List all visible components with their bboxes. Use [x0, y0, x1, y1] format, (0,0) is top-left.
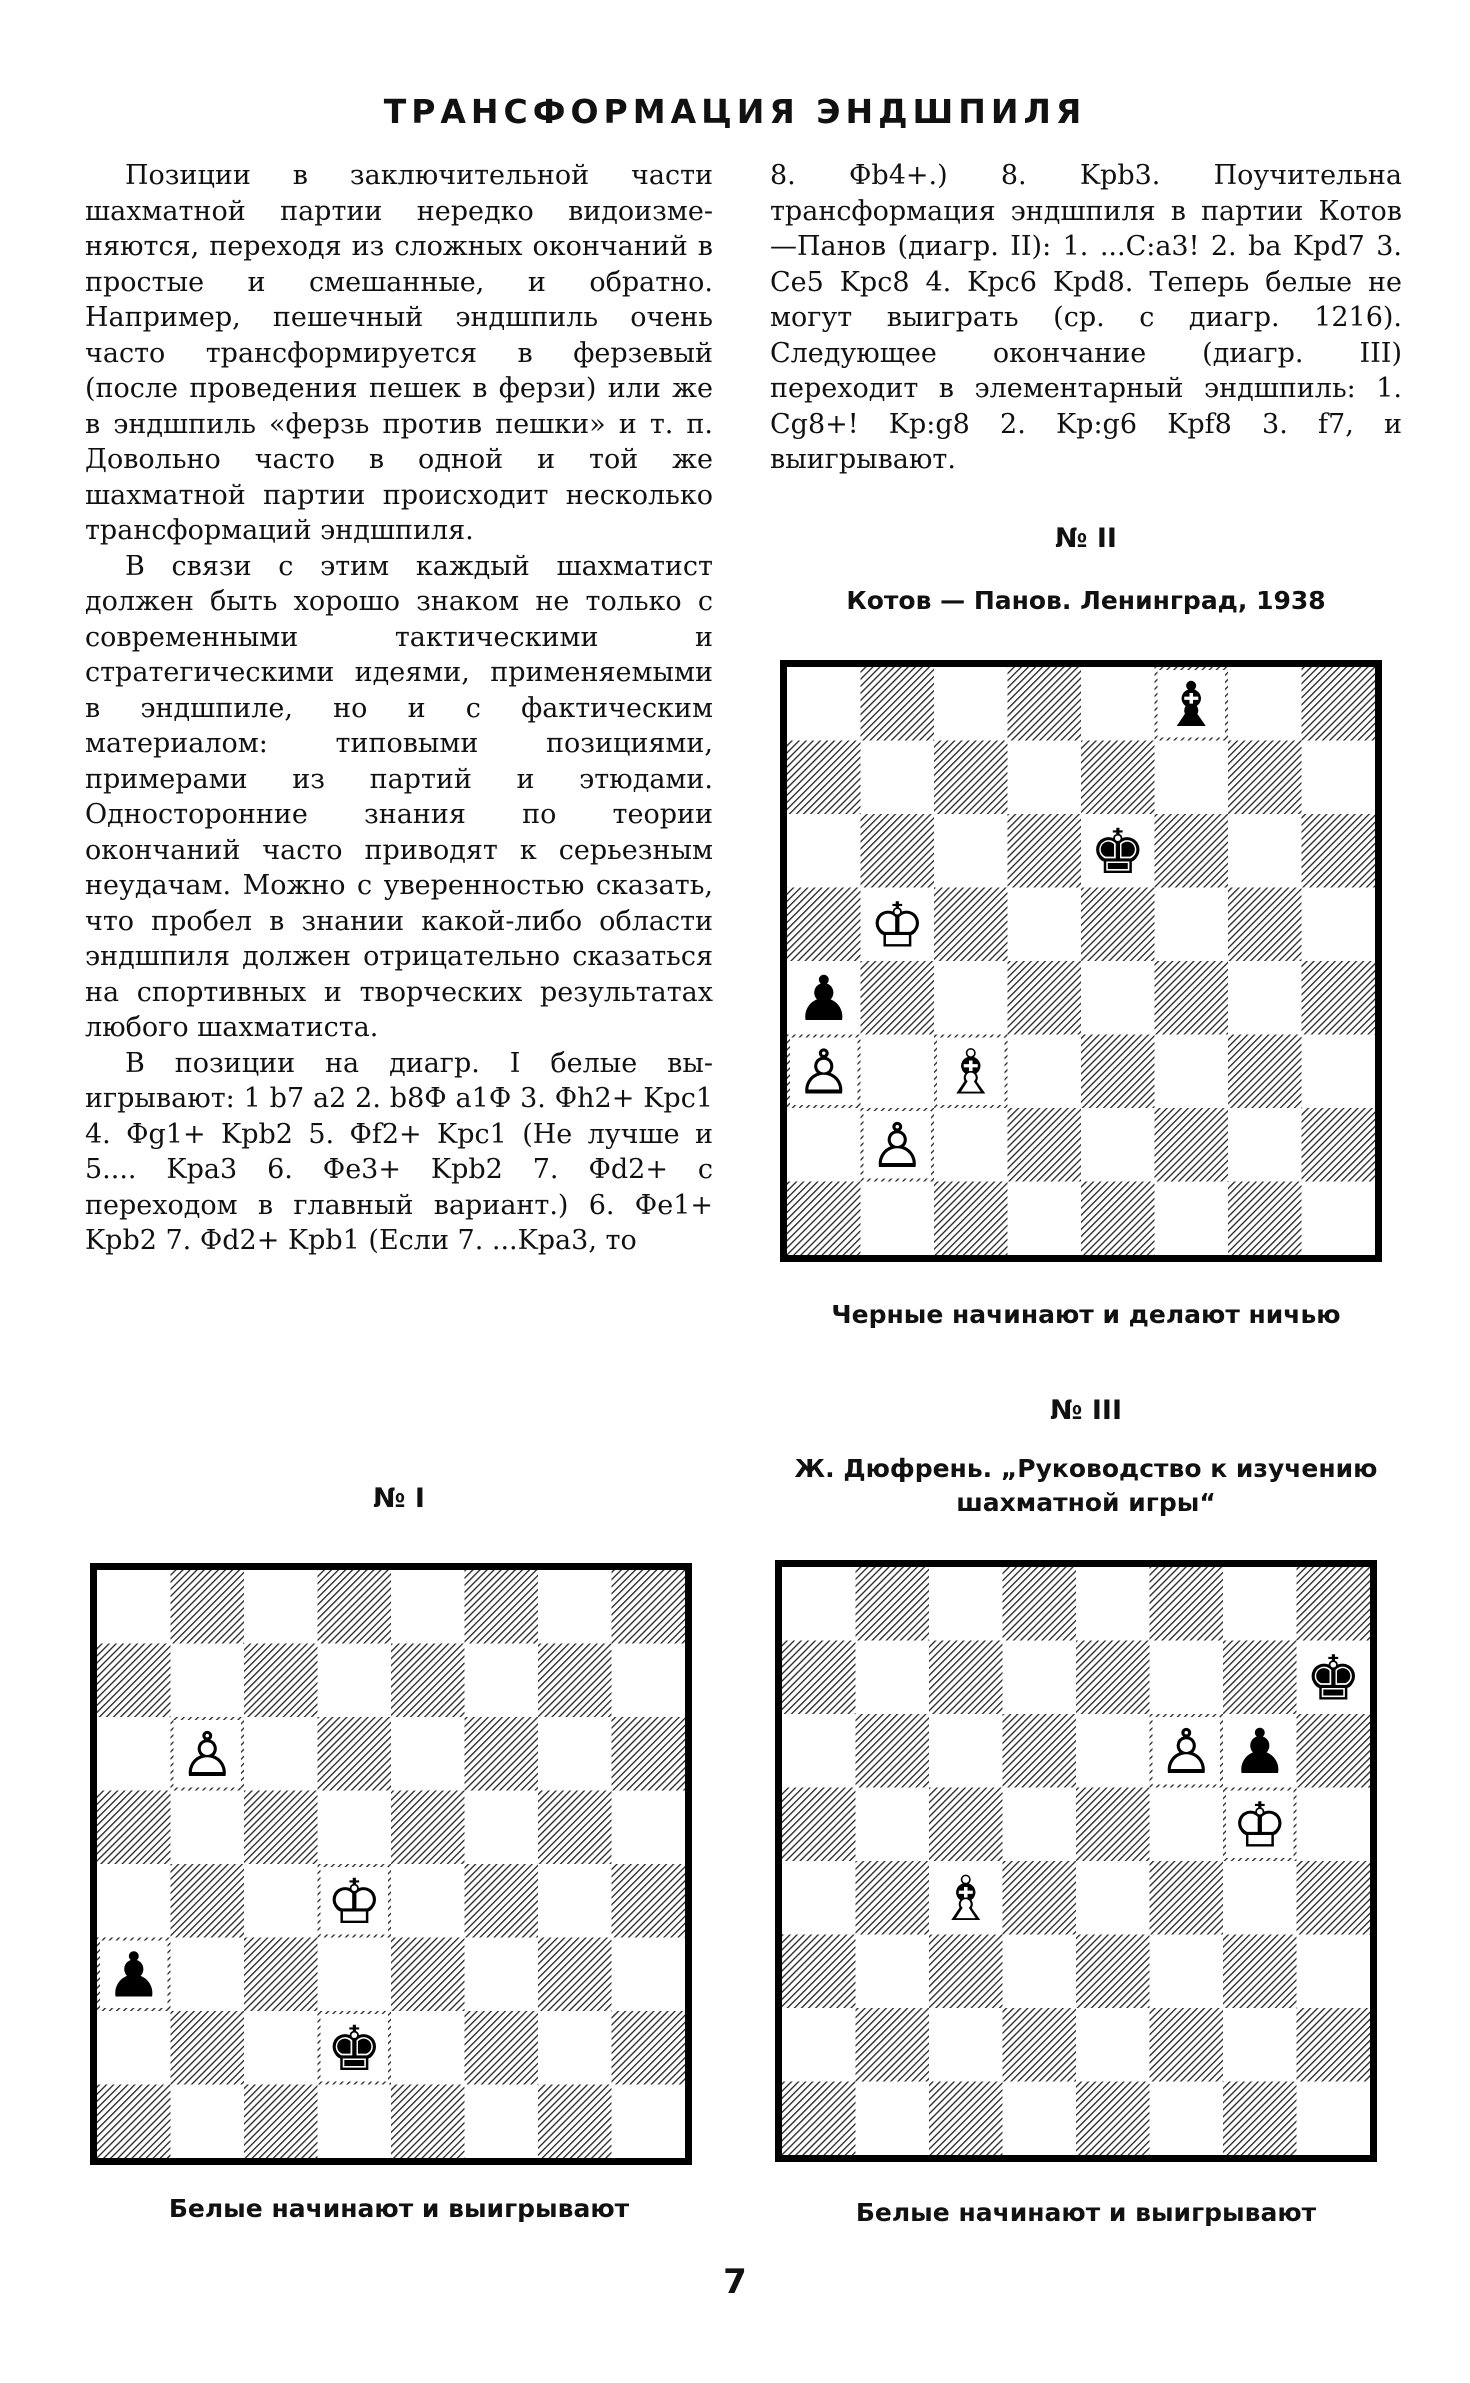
board-square — [318, 1644, 392, 1718]
board-square — [856, 2082, 930, 2156]
board-square — [1076, 1641, 1150, 1715]
board-square — [1081, 1035, 1155, 1109]
black-piece-icon: ♟ — [1231, 1714, 1288, 1788]
board-square — [1008, 1035, 1082, 1109]
board-square — [787, 814, 861, 888]
board-square — [97, 1717, 171, 1791]
board-square — [782, 2008, 856, 2082]
board-square — [929, 1935, 1003, 2009]
white-piece-icon: ♙ — [795, 1035, 852, 1109]
board-square — [612, 1864, 686, 1938]
board-square — [171, 2011, 245, 2085]
board-square — [861, 741, 935, 815]
board-square — [1150, 1861, 1224, 1935]
paragraph: Позиции в заключительной части шахматной партии нередко видоизменяются, переходя из сложных окончаний в простые и смешанные, и обратно. Например, пешечный эндшпиль очень часто трансформируется в ферзевый (после проведения пешек в ферзи) или же в эндшпиль «ферзь против пешки» и т. п. Довольно часто в одной и той же шахматной партии происходит несколько трансформаций эндшпиля. — [85, 160, 713, 546]
board-square — [465, 1791, 539, 1865]
board-square — [1302, 961, 1376, 1035]
board-square — [787, 888, 861, 962]
white-piece-icon: ♗ — [942, 1035, 999, 1109]
board-square — [465, 1938, 539, 2012]
board-square — [1155, 741, 1229, 815]
board-square — [1076, 2008, 1150, 2082]
black-piece-icon: ♝ — [1163, 667, 1220, 741]
diagram-iii-caption: Белые начинают и выигрывают — [855, 2198, 1317, 2227]
diagram-ii-caption: Черные начинают и делают ничью — [831, 1300, 1341, 1329]
board-square — [171, 1644, 245, 1718]
board-square — [538, 2011, 612, 2085]
board-square — [1150, 2082, 1224, 2156]
board-square — [1003, 1567, 1077, 1641]
board-square — [1302, 667, 1376, 741]
board-square — [934, 741, 1008, 815]
black-piece-icon: ♚ — [1305, 1641, 1362, 1715]
board-square — [861, 814, 935, 888]
black-piece-icon: ♚ — [326, 2011, 383, 2085]
board-square — [1297, 1861, 1371, 1935]
board-square — [97, 2085, 171, 2159]
board-square — [856, 1567, 930, 1641]
board-square — [538, 1938, 612, 2012]
board-square — [1223, 2008, 1297, 2082]
board-square — [782, 1714, 856, 1788]
board-square — [465, 1570, 539, 1644]
board-square — [1302, 814, 1376, 888]
board-square — [1228, 888, 1302, 962]
board-square — [1008, 741, 1082, 815]
board-square — [856, 1861, 930, 1935]
board-square — [465, 1717, 539, 1791]
board-square — [1297, 1714, 1371, 1788]
board-square — [391, 1717, 465, 1791]
board-square — [465, 1864, 539, 1938]
board-square — [97, 2011, 171, 2085]
board-square — [1076, 1861, 1150, 1935]
board-square — [318, 1570, 392, 1644]
white-piece-icon: ♙ — [1158, 1714, 1215, 1788]
board-square — [1155, 814, 1229, 888]
board-square — [929, 1641, 1003, 1715]
board-square — [612, 2085, 686, 2159]
board-square — [1150, 1788, 1224, 1862]
paragraph: В связи с этим каждый шахматист должен быть хорошо знаком не только с современными тактическими и стратегическими идеями, применяемыми в эндшпиле, но и с фактическим материалом: типовыми позициями, примерами из партий и этюдами. Односторонние знания по теории окончаний часто приводят к серьезным неудачам. Можно с уверенностью сказать, что пробел в знании какой-либо области эндшпиля должен отрицательно сказаться на спортивных и творческих результатах любого шахматиста. — [85, 550, 713, 1043]
board-i-svg — [97, 1570, 685, 2158]
diagram-iii-heading: Ж. Дюфрень. „Руководство к изучению шахматной игры“ — [794, 1454, 1378, 1517]
board-square — [856, 1788, 930, 1862]
board-square — [1003, 2008, 1077, 2082]
board-square — [391, 1570, 465, 1644]
board-square — [1003, 1861, 1077, 1935]
board-square — [244, 2011, 318, 2085]
board-square — [1223, 1567, 1297, 1641]
board-square — [856, 1935, 930, 2009]
board-square — [782, 2082, 856, 2156]
board-square — [1003, 1788, 1077, 1862]
diagram-ii-number: № II — [1055, 523, 1117, 554]
board-square — [861, 667, 935, 741]
page-number: 7 — [723, 2262, 747, 2302]
board-square — [97, 1644, 171, 1718]
board-square — [1297, 1567, 1371, 1641]
board-square — [318, 2085, 392, 2159]
board-square — [1076, 1567, 1150, 1641]
board-square — [391, 2011, 465, 2085]
board-square — [612, 1644, 686, 1718]
board-square — [1228, 961, 1302, 1035]
paragraph: В позиции на диагр. I белые выигрывают: 1 b7 a2 2. b8Ф a1Ф 3. Фh2+ Kpc1 4. Фg1+ Kpb2 5. Фf2+ Kpc1 (Не лучше и 5.... Kpa3 6. Фe3+ Kpb2 7. Фd2+ с переходом в главный вариант.) 6. Фe1+ Kpb2 7. Фd2+ Kpb1 (Если 7. ...Kpa3, то — [85, 1047, 713, 1256]
board-square — [244, 2085, 318, 2159]
board-square — [244, 1717, 318, 1791]
page-title: ТРАНСФОРМАЦИЯ ЭНДШПИЛЯ — [383, 92, 1087, 131]
board-square — [934, 961, 1008, 1035]
black-piece-icon: ♟ — [105, 1938, 162, 2012]
board-square — [97, 1791, 171, 1865]
board-square — [861, 1182, 935, 1256]
board-square — [1297, 2082, 1371, 2156]
board-square — [538, 1644, 612, 1718]
board-iii-svg — [782, 1567, 1370, 2155]
board-square — [1228, 1182, 1302, 1256]
board-square — [934, 814, 1008, 888]
diagram-i-caption: Белые начинают и выигрывают — [168, 2194, 630, 2223]
board-square — [1302, 1108, 1376, 1182]
board-square — [1081, 667, 1155, 741]
board-square — [318, 1791, 392, 1865]
board-square — [538, 1791, 612, 1865]
board-square — [861, 961, 935, 1035]
board-square — [391, 1791, 465, 1865]
chess-board-ii — [780, 660, 1382, 1262]
board-square — [244, 1864, 318, 1938]
board-square — [171, 2085, 245, 2159]
diagram-i-number: № I — [373, 1483, 425, 1514]
board-square — [1076, 1714, 1150, 1788]
board-square — [1003, 1935, 1077, 2009]
white-piece-icon: ♔ — [326, 1864, 383, 1938]
board-square — [1003, 2082, 1077, 2156]
board-square — [1081, 1182, 1155, 1256]
board-square — [1223, 2082, 1297, 2156]
board-square — [1302, 1182, 1376, 1256]
board-square — [934, 888, 1008, 962]
board-square — [1003, 1714, 1077, 1788]
white-piece-icon: ♙ — [869, 1108, 926, 1182]
board-square — [1302, 888, 1376, 962]
board-square — [538, 2085, 612, 2159]
board-square — [1302, 1035, 1376, 1109]
white-piece-icon: ♔ — [1231, 1788, 1288, 1862]
board-square — [1008, 814, 1082, 888]
board-square — [1297, 2008, 1371, 2082]
board-square — [782, 1567, 856, 1641]
board-square — [171, 1938, 245, 2012]
board-square — [1076, 2082, 1150, 2156]
board-square — [1008, 961, 1082, 1035]
board-square — [782, 1641, 856, 1715]
board-square — [1297, 1788, 1371, 1862]
board-square — [1155, 1182, 1229, 1256]
board-square — [934, 667, 1008, 741]
board-square — [856, 2008, 930, 2082]
board-square — [1223, 1861, 1297, 1935]
board-square — [1223, 1935, 1297, 2009]
white-piece-icon: ♔ — [869, 888, 926, 962]
board-square — [391, 1864, 465, 1938]
board-square — [612, 1791, 686, 1865]
board-square — [929, 1567, 1003, 1641]
board-square — [612, 1938, 686, 2012]
board-square — [538, 1570, 612, 1644]
board-square — [929, 1788, 1003, 1862]
board-square — [612, 1570, 686, 1644]
board-square — [1155, 1035, 1229, 1109]
board-square — [1008, 1182, 1082, 1256]
board-square — [1228, 667, 1302, 741]
board-square — [1150, 2008, 1224, 2082]
board-square — [856, 1641, 930, 1715]
board-square — [1228, 741, 1302, 815]
board-square — [1081, 1108, 1155, 1182]
board-square — [244, 1938, 318, 2012]
board-square — [391, 2085, 465, 2159]
board-square — [782, 1935, 856, 2009]
board-square — [538, 1717, 612, 1791]
board-square — [1228, 1108, 1302, 1182]
board-square — [934, 1108, 1008, 1182]
board-square — [244, 1791, 318, 1865]
board-square — [1155, 888, 1229, 962]
board-square — [538, 1864, 612, 1938]
left-column — [85, 158, 713, 1259]
board-square — [929, 2008, 1003, 2082]
board-square — [97, 1570, 171, 1644]
board-square — [1081, 888, 1155, 962]
board-square — [1150, 1567, 1224, 1641]
board-square — [787, 1108, 861, 1182]
board-square — [1081, 961, 1155, 1035]
board-square — [1008, 888, 1082, 962]
board-square — [1155, 961, 1229, 1035]
board-square — [782, 1788, 856, 1862]
paragraph: 8. Фb4+.) 8. Kpb3. Поучительна трансформация эндшпиля в партии Котов—Панов (диагр. II): 1. ...C:a3! 2. ba Kpd7 3. Ce5 Kpc8 4. Kpc6 Kpd8. Теперь белые не могут выиграть (ср. с диагр. 1216). Следующее окончание (диагр. III) переходит в элементарный эндшпиль: 1. Cg8+! Kp:g8 2. Kp:g6 Kpf8 3. f7, и выигрывают. — [770, 160, 1402, 475]
board-square — [934, 1182, 1008, 1256]
black-piece-icon: ♚ — [1089, 814, 1146, 888]
board-square — [929, 1714, 1003, 1788]
diagram-ii-heading: Котов — Панов. Ленинград, 1938 — [846, 586, 1326, 615]
board-square — [1076, 1788, 1150, 1862]
board-square — [1228, 1035, 1302, 1109]
board-square — [1223, 1641, 1297, 1715]
right-column — [770, 158, 1402, 478]
board-square — [787, 741, 861, 815]
chess-board-i — [90, 1563, 692, 2165]
board-square — [318, 1938, 392, 2012]
board-square — [861, 1035, 935, 1109]
board-square — [1302, 741, 1376, 815]
white-piece-icon: ♙ — [179, 1717, 236, 1791]
board-ii-svg — [787, 667, 1375, 1255]
board-square — [1008, 667, 1082, 741]
white-piece-icon: ♗ — [937, 1861, 994, 1935]
board-square — [318, 1717, 392, 1791]
board-square — [787, 1182, 861, 1256]
board-square — [1076, 1935, 1150, 2009]
board-square — [856, 1714, 930, 1788]
board-square — [787, 667, 861, 741]
board-square — [171, 1570, 245, 1644]
board-square — [929, 2082, 1003, 2156]
board-square — [1003, 1641, 1077, 1715]
board-square — [391, 1938, 465, 2012]
board-square — [782, 1861, 856, 1935]
board-square — [244, 1644, 318, 1718]
board-square — [1155, 1108, 1229, 1182]
board-square — [1150, 1641, 1224, 1715]
board-square — [612, 2011, 686, 2085]
board-square — [97, 1864, 171, 1938]
board-square — [1228, 814, 1302, 888]
board-square — [1008, 1108, 1082, 1182]
board-square — [1297, 1935, 1371, 2009]
board-square — [465, 2011, 539, 2085]
board-square — [465, 2085, 539, 2159]
board-square — [1150, 1935, 1224, 2009]
diagram-iii-number: № III — [1049, 1395, 1123, 1426]
board-square — [171, 1791, 245, 1865]
board-square — [171, 1864, 245, 1938]
board-square — [391, 1644, 465, 1718]
black-piece-icon: ♟ — [795, 961, 852, 1035]
board-square — [612, 1717, 686, 1791]
board-square — [465, 1644, 539, 1718]
board-square — [244, 1570, 318, 1644]
board-square — [1081, 741, 1155, 815]
chess-board-iii — [775, 1560, 1377, 2162]
